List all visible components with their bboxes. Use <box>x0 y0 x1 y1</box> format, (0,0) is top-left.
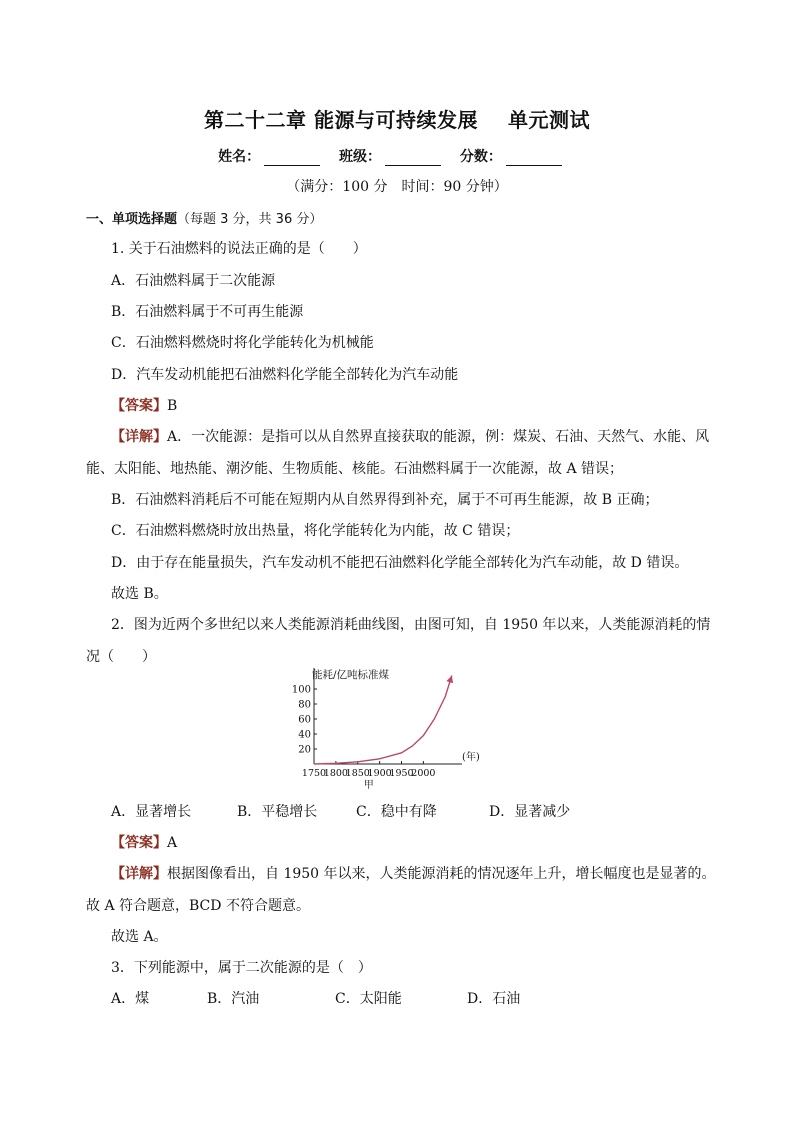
q2-stem-line-2: 况（ ） <box>86 649 156 665</box>
section-heading <box>86 208 322 227</box>
q2-detail-line-1 <box>111 863 716 883</box>
answer-value: A <box>167 835 178 851</box>
q2-option-b: B．平稳增长 <box>237 804 318 820</box>
q2-option-c: C．稳中有降 <box>356 804 437 820</box>
q2-conclusion: 故选 A。 <box>111 929 168 945</box>
q2-answer <box>111 832 177 852</box>
q1-option-b: B．石油燃料属于不可再生能源 <box>111 304 304 320</box>
detail-tag: 【详解】 <box>111 866 167 882</box>
class-label: 班级： <box>339 149 381 165</box>
q1-option-d: D．汽车发动机能把石油燃料化学能全部转化为汽车动能 <box>111 367 459 383</box>
section-note: （每题 3 分，共 36 分） <box>177 212 323 227</box>
q3-option-d: D．石油 <box>467 991 521 1007</box>
x-tick-label: 2000 <box>411 768 436 779</box>
y-axis-label: 能耗/亿吨标准煤 <box>312 669 390 681</box>
title-sub: 单元测试 <box>507 108 590 132</box>
page-title <box>0 104 794 133</box>
y-tick-label: 40 <box>298 729 311 741</box>
answer-tag: 【答案】 <box>111 398 167 414</box>
title-main: 第二十二章 能源与可持续发展 <box>204 108 478 132</box>
section-label: 一、单项选择题 <box>86 212 178 227</box>
name-field[interactable] <box>264 151 320 166</box>
q3-option-b: B．汽油 <box>207 991 260 1007</box>
x-tick-label: 1750 <box>301 768 327 779</box>
x-axis-label: (年) <box>462 752 480 763</box>
q2-detail-line-2: 故 A 符合题意，BCD 不符合题意。 <box>86 898 310 914</box>
detail-tag: 【详解】 <box>111 429 167 445</box>
q1-detail-line-1 <box>111 426 709 446</box>
score-field[interactable] <box>506 151 562 166</box>
q1-conclusion: 故选 B。 <box>111 586 168 602</box>
x-tick-label: 1800 <box>323 768 348 779</box>
y-tick-label: 20 <box>298 744 311 756</box>
x-tick-label: 1950 <box>389 768 414 779</box>
answer-value: B <box>167 398 178 414</box>
answer-tag: 【答案】 <box>111 835 167 851</box>
q1-detail-line-5: D．由于存在能量损失，汽车发动机不能把石油燃料化学能全部转化为汽车动能，故 D 错误。 <box>111 555 689 571</box>
class-field[interactable] <box>385 151 441 166</box>
chart-caption: 甲 <box>363 780 374 791</box>
q1-stem: 1. 关于石油燃料的说法正确的是（ ） <box>111 241 367 257</box>
score-time-line: （满分：100 分 时间：90 分钟） <box>286 179 508 195</box>
chart-svg <box>290 664 490 794</box>
y-tick-label: 80 <box>298 699 311 711</box>
energy-consumption-chart <box>290 664 490 794</box>
q2-option-a: A．显著增长 <box>111 804 192 820</box>
score-label: 分数： <box>459 149 502 165</box>
q1-option-c: C．石油燃料燃烧时将化学能转化为机械能 <box>111 335 374 351</box>
name-label: 姓名： <box>218 149 261 165</box>
detail-text: 根据图像看出，自 1950 年以来，人类能源消耗的情况逐年上升，增长幅度也是显著的。 <box>167 866 716 882</box>
q2-stem-line-1: 2．图为近两个多世纪以来人类能源消耗曲线图，由图可知，自 1950 年以来，人类能源消耗的情 <box>111 617 711 633</box>
q1-answer <box>111 395 177 415</box>
x-tick-label: 1900 <box>367 768 392 779</box>
q3-option-a: A．煤 <box>111 991 150 1007</box>
q1-option-a: A．石油燃料属于二次能源 <box>111 273 276 289</box>
q1-detail-line-2: 能、太阳能、地热能、潮汐能、生物质能、核能。石油燃料属于一次能源，故 A 错误； <box>86 461 624 477</box>
q1-detail-line-3: B．石油燃料消耗后不可能在短期内从自然界得到补充，属于不可再生能源，故 B 正确； <box>111 492 659 508</box>
q2-option-d: D．显著减少 <box>489 804 571 820</box>
detail-text: A．一次能源：是指可以从自然界直接获取的能源，例：煤炭、石油、天然气、水能、风 <box>167 429 710 445</box>
x-tick-label: 1850 <box>345 768 370 779</box>
q3-stem: 3．下列能源中，属于二次能源的是（ ） <box>111 960 372 976</box>
y-tick-label: 100 <box>291 684 311 696</box>
q1-detail-line-4: C．石油燃料燃烧时放出热量，将化学能转化为内能，故 C 错误； <box>111 523 520 539</box>
student-info-line <box>0 146 794 166</box>
y-tick-label: 60 <box>298 714 311 726</box>
q3-option-c: C．太阳能 <box>335 991 402 1007</box>
consumption-curve <box>314 676 452 765</box>
